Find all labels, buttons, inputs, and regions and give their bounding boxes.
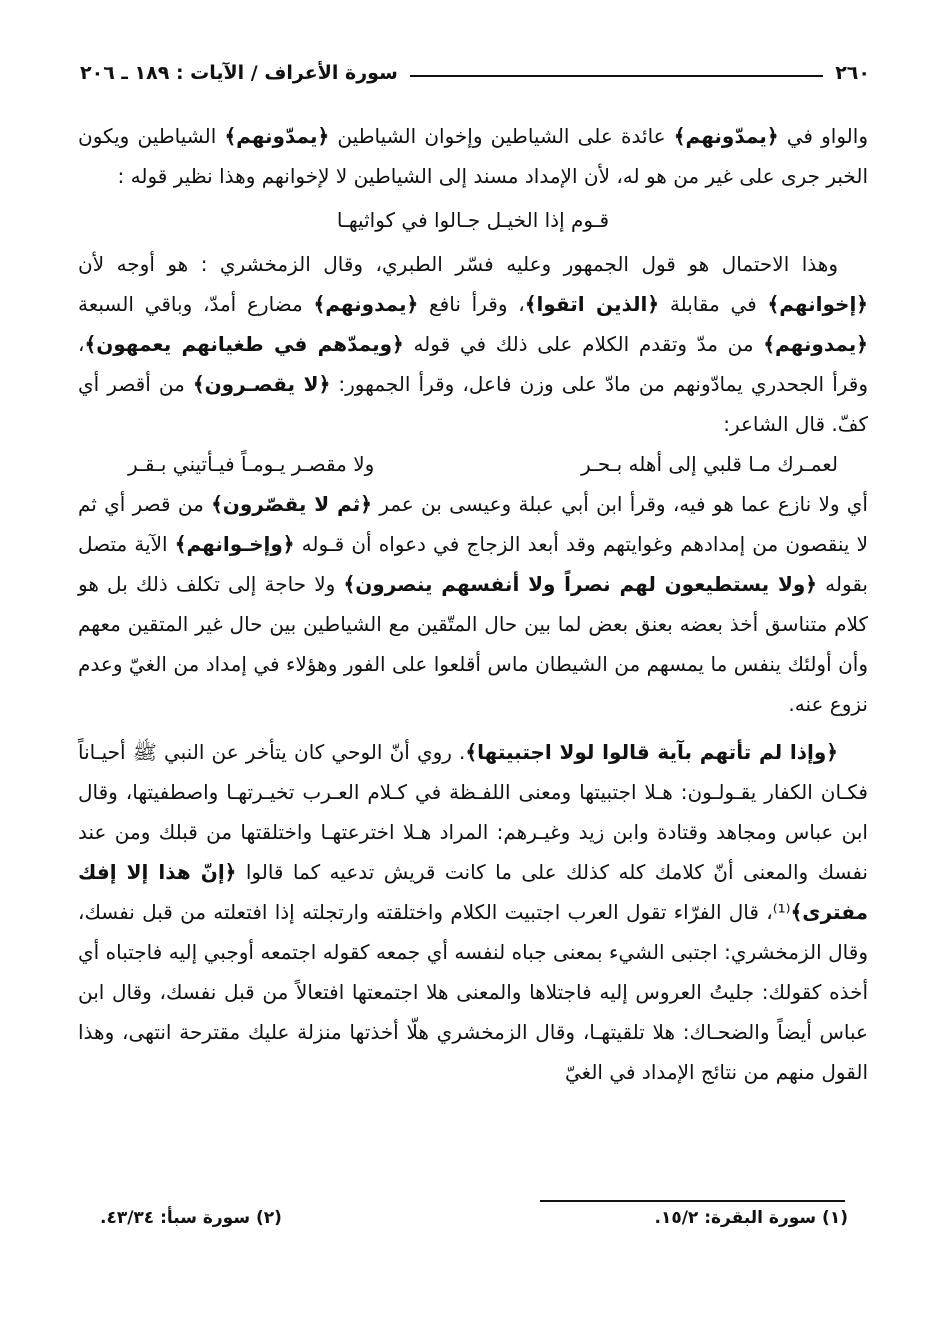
- paragraph-3: [78, 484, 868, 724]
- quran-quote: ﴿يمدّونهم﴾: [673, 124, 779, 148]
- quran-quote: ﴿الذين اتقوا﴾: [524, 292, 660, 316]
- quran-quote: ﴿يمدونهم﴾: [763, 332, 869, 356]
- text-run: ، وقرأ نافع: [418, 292, 525, 316]
- page-header: [80, 58, 870, 88]
- quran-quote: ﴿وإذا لم تأتهم بآية قالوا لولا اجتبيتها﴾: [465, 740, 838, 764]
- footnote-1: (١) سورة البقرة: ١٥/٢.: [654, 1208, 848, 1228]
- quran-quote: ﴿ولا يستطيعون لهم نصراً ولا أنفسهم ينصرون﴾: [343, 572, 817, 596]
- quran-quote: ﴿وإخـوانهم﴾: [174, 532, 295, 556]
- header-rule: [410, 75, 823, 77]
- text-run: وهذا الاحتمال هو قول الجمهور وعليه فسّر الطبري، وقال الزمخشري : هو أوجه لأن: [78, 252, 838, 276]
- text-run: . روي أنّ الوحي كان يتأخر عن النبي ﷺ أحيـاناً فكـان الكفار يقـولـون: هـلا اجتبيتها ومعنى اللفـظة في كـلام العـرب تخيـرتهـا واصطفيتها، وقال ابن عباس ومجاهد وقتادة وابن زيد وغيـرهم: المراد هـلا اخترعتهـا واختلقتها من قبلك ومن عند نفسك والمعنى أنّ كلامك كله كذلك على ما كانت قريش تدعيه كما قالوا: [78, 740, 868, 884]
- paragraph-4: [78, 732, 868, 1092]
- text-run: ولا حاجة إلى تكلف ذلك بل هو كلام متناسق أخذ بعضه بعنق بعض لما بين حال المتّقين مع الشياطين بين حال غير المتقين معهم وأن أولئك ينفس ما يمسهم من الشيطان ماس أقلعوا على الفور وهؤلاء في إمداد من الغيّ وعدم نزوع عنه.: [78, 572, 868, 716]
- text-run: الآية متصل بقوله: [78, 532, 868, 596]
- verse-hemistich-left: ولا مقصـر يـومـاً فيـأتيني بـقـر: [128, 452, 375, 476]
- quran-quote: ﴿ثم لا يقصّرون﴾: [211, 492, 372, 516]
- footnote-2: (٢) سورة سبأ: ٤٣/٣٤.: [100, 1208, 282, 1228]
- verse-line-2: [78, 444, 868, 484]
- paragraph-2: [78, 244, 868, 444]
- quran-quote: ﴿لا يقصـرون﴾: [192, 372, 331, 396]
- paragraph-1: [78, 116, 868, 196]
- quran-quote: ﴿إنّ هذا إلا إفك مفترى﴾: [78, 860, 868, 924]
- text-run: الشياطين ويكون الخبر جرى على غير من هو له، لأن الإمداد مسند إلى الشياطين لا لإخوانهم وهذا نظير قوله :: [78, 124, 868, 188]
- footnotes: [100, 1208, 848, 1228]
- text-run: عائدة على الشياطين وإخوان الشياطين: [329, 124, 674, 148]
- quran-quote: ﴿يمدونهم﴾: [313, 292, 419, 316]
- text-run: من قصر أي ثم لا ينقصون من إمدادهم وغوايتهم وقد أبعد الزجاج في دعواه أن قـوله: [78, 492, 868, 556]
- page-body: [78, 116, 868, 1092]
- text-run: مضارع أمدّ، وباقي السبعة: [78, 292, 314, 316]
- verse-hemistich-right: لعمـرك مـا قلبي إلى أهله بـحـر: [580, 452, 838, 476]
- page-number: ٢٦٠: [835, 62, 870, 84]
- footnote-marker: ⁽¹⁾: [772, 900, 791, 924]
- footnote-divider: [540, 1200, 845, 1202]
- verse-line-1: قـوم إذا الخيـل جـالوا في كواثيهـا: [336, 208, 610, 232]
- text-run: أي ولا نازع عما هو فيه، وقرأ ابن أبي عبلة وعيسى بن عمر: [371, 492, 868, 516]
- text-run: ، قال الفرّاء تقول العرب اجتبيت الكلام واختلقته وارتجلته إذا افتعلته من قبل نفسك، وقال الزمخشري: اجتبى الشيء بمعنى جباه لنفسه أي جمعه كقوله اجتمعه أوجبي إليه فاجتباه أي أخذه كقولك: جليتُ العروس إليه فاجتلاها والمعنى هلا اجتمعتها افتعالاً من قبل نفسك، وقال ابن عباس أيضاً والضحـاك: هلا تلقيتهـا، وقال الزمخشري هلّا أخذتها منزلة عليك مقترحة انتهى، وهذا القول منهم من نتائج الإمداد في الغيّ: [78, 900, 868, 1084]
- text-run: ، وقرأ الجحدري يمادّونهم من مادّ على وزن فاعل، وقرأ الجمهور:: [78, 332, 869, 396]
- text-run: من مدّ وتقدم الكلام على ذلك في قوله: [403, 332, 764, 356]
- quran-quote: ﴿إخوانهم﴾: [767, 292, 869, 316]
- text-run: والواو في: [778, 124, 868, 148]
- text-run: من أقصر أي كفّ. قال الشاعر:: [78, 372, 868, 436]
- running-title: سورة الأعراف / الآيات : ١٨٩ ـ ٢٠٦: [80, 62, 398, 84]
- quran-quote: ﴿يمدّونهم﴾: [224, 124, 330, 148]
- quran-quote: ﴿ويمدّهم في طغيانهم يعمهون﴾: [84, 332, 404, 356]
- text-run: في مقابلة: [659, 292, 768, 316]
